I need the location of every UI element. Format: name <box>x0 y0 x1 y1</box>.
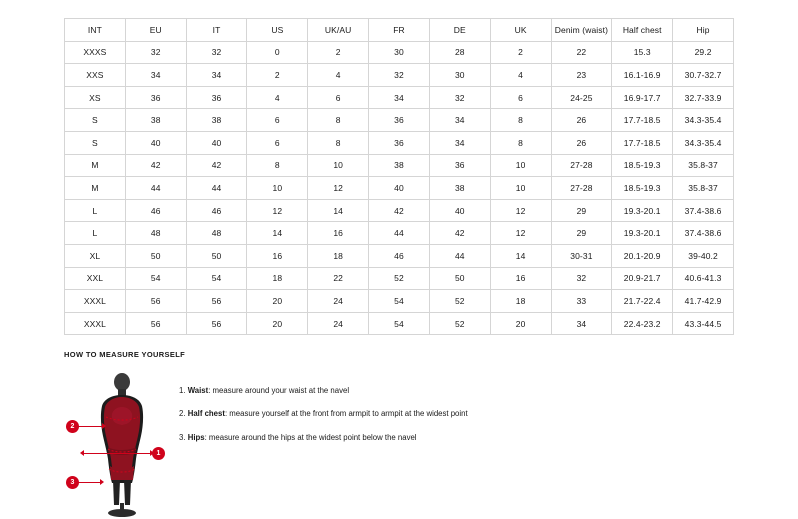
size-value-cell: 19.3-20.1 <box>612 222 673 245</box>
size-value-cell: 18 <box>308 244 369 267</box>
size-value-cell: 34.3-35.4 <box>673 109 734 132</box>
size-value-cell: 16 <box>490 267 551 290</box>
size-value-cell: 54 <box>125 267 186 290</box>
size-value-cell: 37.4-38.6 <box>673 222 734 245</box>
size-value-cell: 12 <box>490 199 551 222</box>
size-value-cell: 18.5-19.3 <box>612 154 673 177</box>
size-value-cell: 29 <box>551 199 612 222</box>
size-value-cell: 40 <box>186 131 247 154</box>
size-label-cell: L <box>65 222 126 245</box>
table-row <box>65 290 734 313</box>
measure-step-number: 1. <box>179 386 186 395</box>
size-value-cell: 15.3 <box>612 41 673 64</box>
size-value-cell: 40 <box>429 199 490 222</box>
column-header: US <box>247 19 308 42</box>
size-value-cell: 2 <box>308 41 369 64</box>
size-value-cell: 37.4-38.6 <box>673 199 734 222</box>
size-chart-container <box>64 18 734 335</box>
how-to-measure-title: HOW TO MEASURE YOURSELF <box>64 350 186 359</box>
table-row <box>65 244 734 267</box>
size-value-cell: 44 <box>125 177 186 200</box>
size-value-cell: 36 <box>186 86 247 109</box>
size-value-cell: 30 <box>369 41 430 64</box>
size-value-cell: 18.5-19.3 <box>612 177 673 200</box>
size-value-cell: 36 <box>369 131 430 154</box>
size-label-cell: S <box>65 131 126 154</box>
table-row <box>65 199 734 222</box>
size-value-cell: 38 <box>125 109 186 132</box>
size-value-cell: 50 <box>429 267 490 290</box>
size-label-cell: XXXS <box>65 41 126 64</box>
size-value-cell: 39-40.2 <box>673 244 734 267</box>
size-value-cell: 34 <box>186 64 247 87</box>
size-value-cell: 14 <box>308 199 369 222</box>
size-value-cell: 33 <box>551 290 612 313</box>
size-value-cell: 32 <box>551 267 612 290</box>
size-value-cell: 12 <box>308 177 369 200</box>
table-row <box>65 222 734 245</box>
size-value-cell: 16.1-16.9 <box>612 64 673 87</box>
size-value-cell: 22 <box>308 267 369 290</box>
size-value-cell: 14 <box>247 222 308 245</box>
size-value-cell: 6 <box>247 109 308 132</box>
size-value-cell: 24-25 <box>551 86 612 109</box>
half-chest-arrow-head-right <box>102 423 106 429</box>
size-value-cell: 32.7-33.9 <box>673 86 734 109</box>
size-value-cell: 6 <box>247 131 308 154</box>
size-value-cell: 22 <box>551 41 612 64</box>
table-row <box>65 177 734 200</box>
size-value-cell: 20 <box>247 290 308 313</box>
size-value-cell: 48 <box>186 222 247 245</box>
column-header: IT <box>186 19 247 42</box>
size-value-cell: 46 <box>125 199 186 222</box>
size-value-cell: 40 <box>125 131 186 154</box>
measure-step <box>179 385 468 396</box>
size-value-cell: 8 <box>490 131 551 154</box>
size-value-cell: 21.7-22.4 <box>612 290 673 313</box>
hips-arrow-head-right <box>100 479 104 485</box>
table-row <box>65 64 734 87</box>
size-value-cell: 42 <box>429 222 490 245</box>
size-value-cell: 22.4-23.2 <box>612 312 673 335</box>
size-value-cell: 18 <box>490 290 551 313</box>
size-value-cell: 34 <box>551 312 612 335</box>
size-value-cell: 56 <box>186 312 247 335</box>
measure-steps-column <box>179 373 468 455</box>
size-value-cell: 50 <box>125 244 186 267</box>
size-value-cell: 36 <box>429 154 490 177</box>
size-value-cell: 44 <box>186 177 247 200</box>
size-value-cell: 42 <box>186 154 247 177</box>
column-header: Hip <box>673 19 734 42</box>
size-value-cell: 46 <box>186 199 247 222</box>
measure-step-text: : measure around the hips at the widest point below the navel <box>204 432 417 442</box>
table-row <box>65 312 734 335</box>
size-label-cell: XXXL <box>65 290 126 313</box>
size-value-cell: 4 <box>308 64 369 87</box>
size-value-cell: 42 <box>369 199 430 222</box>
size-value-cell: 34 <box>429 109 490 132</box>
size-value-cell: 52 <box>429 290 490 313</box>
size-value-cell: 35.8-37 <box>673 154 734 177</box>
size-value-cell: 0 <box>247 41 308 64</box>
measure-step <box>179 432 468 443</box>
size-value-cell: 34 <box>429 131 490 154</box>
measure-step-text: : measure yourself at the front from armpit to armpit at the widest point <box>224 409 468 419</box>
size-value-cell: 38 <box>186 109 247 132</box>
badge-hips: 3 <box>66 476 79 489</box>
waist-measure-arrow <box>82 453 154 454</box>
size-value-cell: 34 <box>125 64 186 87</box>
size-value-cell: 52 <box>429 312 490 335</box>
measure-step-term: Half chest <box>187 409 225 419</box>
table-row <box>65 267 734 290</box>
size-value-cell: 2 <box>490 41 551 64</box>
size-value-cell: 23 <box>551 64 612 87</box>
size-value-cell: 19.3-20.1 <box>612 199 673 222</box>
size-value-cell: 10 <box>490 154 551 177</box>
size-value-cell: 48 <box>125 222 186 245</box>
size-value-cell: 20.9-21.7 <box>612 267 673 290</box>
size-value-cell: 2 <box>247 64 308 87</box>
column-header: Half chest <box>612 19 673 42</box>
size-value-cell: 12 <box>490 222 551 245</box>
size-value-cell: 50 <box>186 244 247 267</box>
size-value-cell: 26 <box>551 109 612 132</box>
size-label-cell: XXS <box>65 64 126 87</box>
size-value-cell: 38 <box>369 154 430 177</box>
size-value-cell: 20.1-20.9 <box>612 244 673 267</box>
size-value-cell: 4 <box>490 64 551 87</box>
size-value-cell: 6 <box>308 86 369 109</box>
size-value-cell: 16.9-17.7 <box>612 86 673 109</box>
size-value-cell: 36 <box>125 86 186 109</box>
column-header: DE <box>429 19 490 42</box>
size-label-cell: XXXL <box>65 312 126 335</box>
size-value-cell: 42 <box>125 154 186 177</box>
size-value-cell: 46 <box>369 244 430 267</box>
table-row <box>65 86 734 109</box>
size-value-cell: 8 <box>490 109 551 132</box>
size-value-cell: 20 <box>490 312 551 335</box>
measure-step-term: Waist <box>187 386 209 395</box>
size-value-cell: 54 <box>186 267 247 290</box>
size-value-cell: 24 <box>308 312 369 335</box>
size-value-cell: 32 <box>369 64 430 87</box>
size-value-cell: 27-28 <box>551 154 612 177</box>
size-value-cell: 56 <box>125 312 186 335</box>
column-header: INT <box>65 19 126 42</box>
table-row <box>65 41 734 64</box>
size-value-cell: 17.7-18.5 <box>612 131 673 154</box>
measure-step-term: Hips <box>187 432 205 442</box>
size-value-cell: 44 <box>369 222 430 245</box>
mannequin-illustration <box>92 373 152 518</box>
column-header: UK/AU <box>308 19 369 42</box>
size-value-cell: 16 <box>247 244 308 267</box>
size-label-cell: XXL <box>65 267 126 290</box>
size-value-cell: 56 <box>186 290 247 313</box>
measure-step <box>179 408 468 419</box>
size-value-cell: 20 <box>247 312 308 335</box>
size-value-cell: 32 <box>125 41 186 64</box>
size-chart-header <box>65 19 734 42</box>
size-value-cell: 8 <box>308 109 369 132</box>
size-value-cell: 26 <box>551 131 612 154</box>
size-value-cell: 10 <box>490 177 551 200</box>
size-value-cell: 54 <box>369 312 430 335</box>
column-header: EU <box>125 19 186 42</box>
measure-step-number: 2. <box>179 409 186 419</box>
column-header: Denim (waist) <box>551 19 612 42</box>
size-value-cell: 8 <box>247 154 308 177</box>
size-value-cell: 34 <box>369 86 430 109</box>
size-value-cell: 32 <box>186 41 247 64</box>
badge-waist: 1 <box>152 447 165 460</box>
size-value-cell: 41.7-42.9 <box>673 290 734 313</box>
size-value-cell: 35.8-37 <box>673 177 734 200</box>
table-row <box>65 109 734 132</box>
size-value-cell: 29 <box>551 222 612 245</box>
size-chart-body <box>65 41 734 335</box>
table-row <box>65 131 734 154</box>
size-value-cell: 4 <box>247 86 308 109</box>
size-value-cell: 30 <box>429 64 490 87</box>
size-value-cell: 43.3-44.5 <box>673 312 734 335</box>
size-value-cell: 30.7-32.7 <box>673 64 734 87</box>
size-chart-table <box>64 18 734 335</box>
size-value-cell: 34.3-35.4 <box>673 131 734 154</box>
size-value-cell: 18 <box>247 267 308 290</box>
size-value-cell: 52 <box>369 267 430 290</box>
size-value-cell: 44 <box>429 244 490 267</box>
size-value-cell: 10 <box>247 177 308 200</box>
size-label-cell: S <box>65 109 126 132</box>
size-value-cell: 56 <box>125 290 186 313</box>
size-value-cell: 54 <box>369 290 430 313</box>
how-to-measure-section <box>64 350 754 518</box>
size-value-cell: 36 <box>369 109 430 132</box>
waist-arrow-head-left <box>80 450 84 456</box>
mannequin-figure-column <box>64 373 179 518</box>
size-value-cell: 17.7-18.5 <box>612 109 673 132</box>
size-value-cell: 24 <box>308 290 369 313</box>
half-chest-measure-arrow <box>76 426 104 427</box>
table-row <box>65 154 734 177</box>
column-header: UK <box>490 19 551 42</box>
size-value-cell: 14 <box>490 244 551 267</box>
column-header: FR <box>369 19 430 42</box>
size-value-cell: 29.2 <box>673 41 734 64</box>
how-to-measure-body <box>64 373 754 518</box>
size-label-cell: M <box>65 154 126 177</box>
size-value-cell: 12 <box>247 199 308 222</box>
size-label-cell: XL <box>65 244 126 267</box>
size-label-cell: L <box>65 199 126 222</box>
size-value-cell: 6 <box>490 86 551 109</box>
size-value-cell: 30-31 <box>551 244 612 267</box>
size-label-cell: M <box>65 177 126 200</box>
size-value-cell: 40.6-41.3 <box>673 267 734 290</box>
table-header-row <box>65 19 734 42</box>
badge-half-chest: 2 <box>66 420 79 433</box>
size-value-cell: 16 <box>308 222 369 245</box>
measure-step-number: 3. <box>179 432 186 442</box>
size-value-cell: 27-28 <box>551 177 612 200</box>
size-value-cell: 28 <box>429 41 490 64</box>
size-value-cell: 10 <box>308 154 369 177</box>
size-value-cell: 32 <box>429 86 490 109</box>
size-label-cell: XS <box>65 86 126 109</box>
hips-measure-arrow <box>76 482 102 483</box>
size-value-cell: 38 <box>429 177 490 200</box>
size-value-cell: 40 <box>369 177 430 200</box>
measure-step-text: : measure around your waist at the navel <box>208 386 350 395</box>
size-value-cell: 8 <box>308 131 369 154</box>
